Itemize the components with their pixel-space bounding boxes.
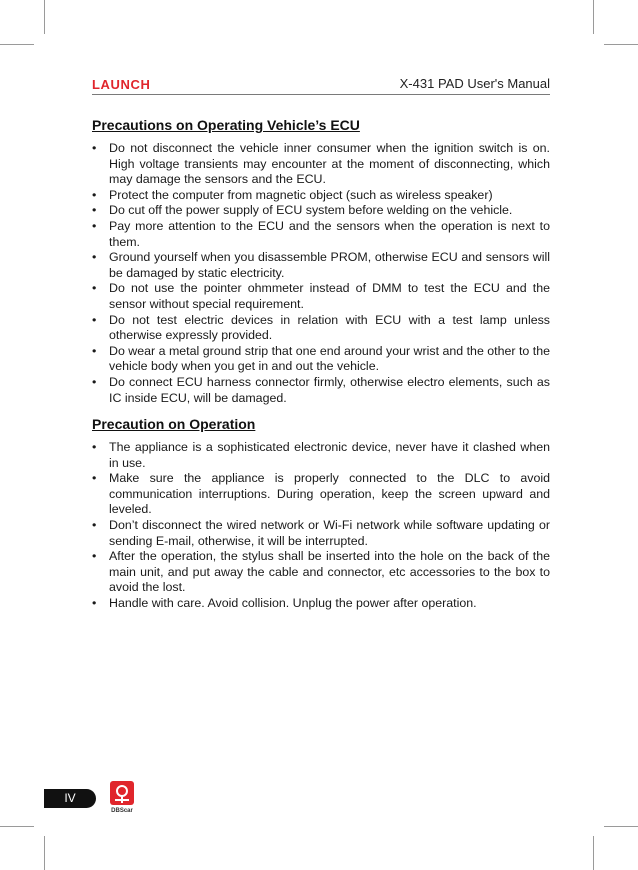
list-item: • The appliance is a sophisticated electronic device, never have it clashed when in use. — [92, 440, 550, 471]
list-item: • Handle with care. Avoid collision. Unplug the power after operation. — [92, 596, 550, 612]
list-item: • Do cut off the power supply of ECU system before welding on the vehicle. — [92, 203, 550, 219]
crop-mark — [604, 826, 638, 827]
crop-mark — [44, 836, 45, 870]
operation-precautions-list — [92, 440, 550, 612]
manual-title: X-431 PAD User's Manual — [399, 76, 550, 91]
page-number: IV — [44, 789, 96, 808]
list-item: • Make sure the appliance is properly connected to the DLC to avoid communication interruptions. During operation, keep the screen upward and leveled. — [92, 471, 550, 518]
brand-logo-text: LAUNCH — [92, 77, 151, 92]
list-item: • Protect the computer from magnetic object (such as wireless speaker) — [92, 188, 550, 204]
crop-mark — [0, 826, 34, 827]
ecu-precautions-list — [92, 141, 550, 406]
section-heading-operation: Precaution on Operation — [92, 416, 256, 433]
section-heading-ecu: Precautions on Operating Vehicle’s ECU — [92, 117, 360, 133]
dbscar-logo-icon — [109, 781, 135, 813]
crop-mark — [604, 44, 638, 45]
list-item: • Do not use the pointer ohmmeter instead of DMM to test the ECU and the sensor without special requirement. — [92, 281, 550, 312]
page-content — [92, 116, 550, 612]
dbscar-logo — [109, 781, 135, 813]
crop-mark — [0, 44, 34, 45]
list-item: • Do connect ECU harness connector firmly, otherwise electro elements, such as IC inside ECU, will be damaged. — [92, 375, 550, 406]
list-item: • Pay more attention to the ECU and the sensors when the operation is next to them. — [92, 219, 550, 250]
page-header — [92, 74, 550, 95]
crop-mark — [593, 0, 594, 34]
list-item: • Do not test electric devices in relation with ECU with a test lamp unless otherwise expressly provided. — [92, 313, 550, 344]
crop-mark — [593, 836, 594, 870]
list-item: • Do wear a metal ground strip that one end around your wrist and the other to the vehicle body when you get in and out the vehicle. — [92, 344, 550, 375]
logo-text: DBScar — [111, 808, 133, 813]
list-item: • Ground yourself when you disassemble PROM, otherwise ECU and sensors will be damaged by static electricity. — [92, 250, 550, 281]
list-item: • Don’t disconnect the wired network or Wi-Fi network while software updating or sending E-mail, otherwise, it will be interrupted. — [92, 518, 550, 549]
list-item: • Do not disconnect the vehicle inner consumer when the ignition switch is on. High voltage transients may encounter at the moment of disconnecting, which may damage the sensors and the ECU. — [92, 141, 550, 188]
crop-mark — [44, 0, 45, 34]
list-item: • After the operation, the stylus shall be inserted into the hole on the back of the main unit, and put away the cable and connector, etc accessories to the box to avoid the lost. — [92, 549, 550, 596]
